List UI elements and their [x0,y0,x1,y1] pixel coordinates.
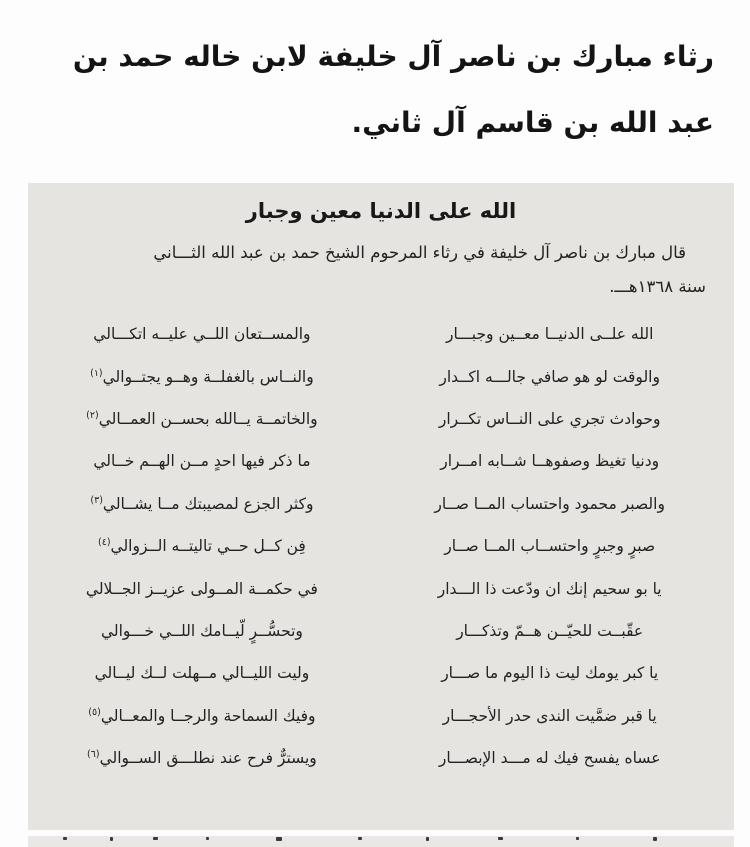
verse-row [44,695,716,737]
poem-intro-date: سنة ١٣٦٨هـــ. [609,277,706,296]
clipped-letter-top [426,837,429,841]
clipped-letter-top [63,837,67,840]
verse-10-second-hemistich [44,707,360,725]
verse-2-second-hemistich [44,368,360,386]
verse-2-first-hemistich: والوقت لو هو صافي جالـــه اكــدار [439,367,660,386]
verse-9-first-hemistich: يا كبر يومك ليت ذا اليوم ما صـــار [441,664,659,683]
verse-5-first-hemistich: والصبر محمود واحتساب المــا صــار [434,494,665,513]
verse-row [44,737,716,779]
verse-9-second-hemistich [44,664,360,682]
verse-3-first-hemistich: وحوادث تجري على النــاس تكــرار [438,409,661,428]
clipped-letter-top [206,837,209,840]
verse-4-second-hemistich [44,452,360,470]
hemistich-text: فِن كــل حــي تاليتــه الــزوالي [110,537,306,556]
verse-6-first-hemistich: صبرٍ وجبرٍ واحتســاب المــا صــار [444,537,656,556]
verse-11-second-hemistich [44,749,360,767]
verse-7-second-hemistich [44,580,360,598]
footnote-marker: (٣) [90,494,103,506]
poem-header: الله على الدنيا معين وجبار [245,199,517,223]
hemistich-text: وكثر الجزع لمصيبتك مــا يشــالي [102,494,314,513]
clipped-letter-top [358,837,362,840]
verse-1-first-hemistich: الله علــى الدنيــا معــين وجبـــار [445,325,654,344]
verse-row [44,483,716,525]
hemistich-text: ويسترٌّ فرح عند نطلـــق الســوالي [99,749,317,768]
poem-intro-line: قال مبارك بن ناصر آل خليفة في رثاء المرحوم الشيخ حمد بن عبد الله الثـــاني [153,243,686,262]
verse-row [44,398,716,440]
verse-7-first-hemistich: يا بو سحيم إنك ان ودّعت ذا الـــدار [437,579,662,598]
clipped-letter-top [276,837,282,841]
verse-10-first-hemistich: يا قبر ضمَّيت الندى حدر الأحجـــار [442,706,657,725]
clipped-letter-top [576,837,579,840]
verse-8-second-hemistich [44,622,360,640]
verse-row [44,313,716,355]
hemistich-text: وليت الليــالي مــهلت لــك ليــالي [94,664,310,683]
footnote-marker: (٦) [87,749,100,761]
verse-row [44,355,716,397]
verse-11-first-hemistich: عساه يفسح فيك له مـــد الإبصـــار [438,749,661,768]
verse-row [44,610,716,652]
hemistich-text: والمســتعان اللــي عليــه اتكـــالي [93,325,311,344]
page-title-line-1: رثاء مبارك بن ناصر آل خليفة لابن خاله حمد بن [72,40,714,73]
verse-6-second-hemistich [44,537,360,555]
verse-8-first-hemistich: عقّبــت للحيّــن هــمّ وتذكـــار [456,621,644,640]
footnote-marker: (٤) [97,537,111,549]
footnote-marker: (٢) [86,409,99,421]
verse-row [44,652,716,694]
poem-intro [54,243,706,296]
hemistich-text: في حكمــة المــولى عزيــز الجــلالي [85,579,318,598]
clipped-letter-top [153,837,158,840]
verse-1-second-hemistich [44,325,360,343]
verses-list [44,313,716,779]
poem-panel [28,183,734,830]
hemistich-text: وتحسُّــرٍ لّيــامك اللــي خـــوالي [100,621,303,640]
verse-row [44,440,716,482]
verse-row [44,567,716,609]
hemistich-text: والنــاس بالغفلــة وهــو يجتــوالي [102,367,314,386]
hemistich-text: وفيك السماحة والرجــا والمعــالي [100,706,316,725]
clipped-next-block [28,836,734,847]
verse-4-first-hemistich: ودنيا تغيظ وصفوهــا شــابه امــرار [440,452,660,471]
footnote-marker: (٥) [88,706,101,718]
page-title-line-2: عبد الله بن قاسم آل ثاني. [351,106,714,139]
hemistich-text: ما ذكر فيها احدٍ مــن الهــم خــالي [93,452,311,471]
verse-5-second-hemistich [44,495,360,513]
clipped-letter-top [653,837,657,841]
verse-3-second-hemistich [44,410,360,428]
hemistich-text: والخاتمــة يــالله بحســن العمــالي [98,409,318,428]
page-title [28,24,714,156]
verse-row [44,525,716,567]
footnote-marker: (١) [90,367,103,379]
clipped-letter-top [110,837,113,841]
clipped-letter-top [498,837,503,840]
